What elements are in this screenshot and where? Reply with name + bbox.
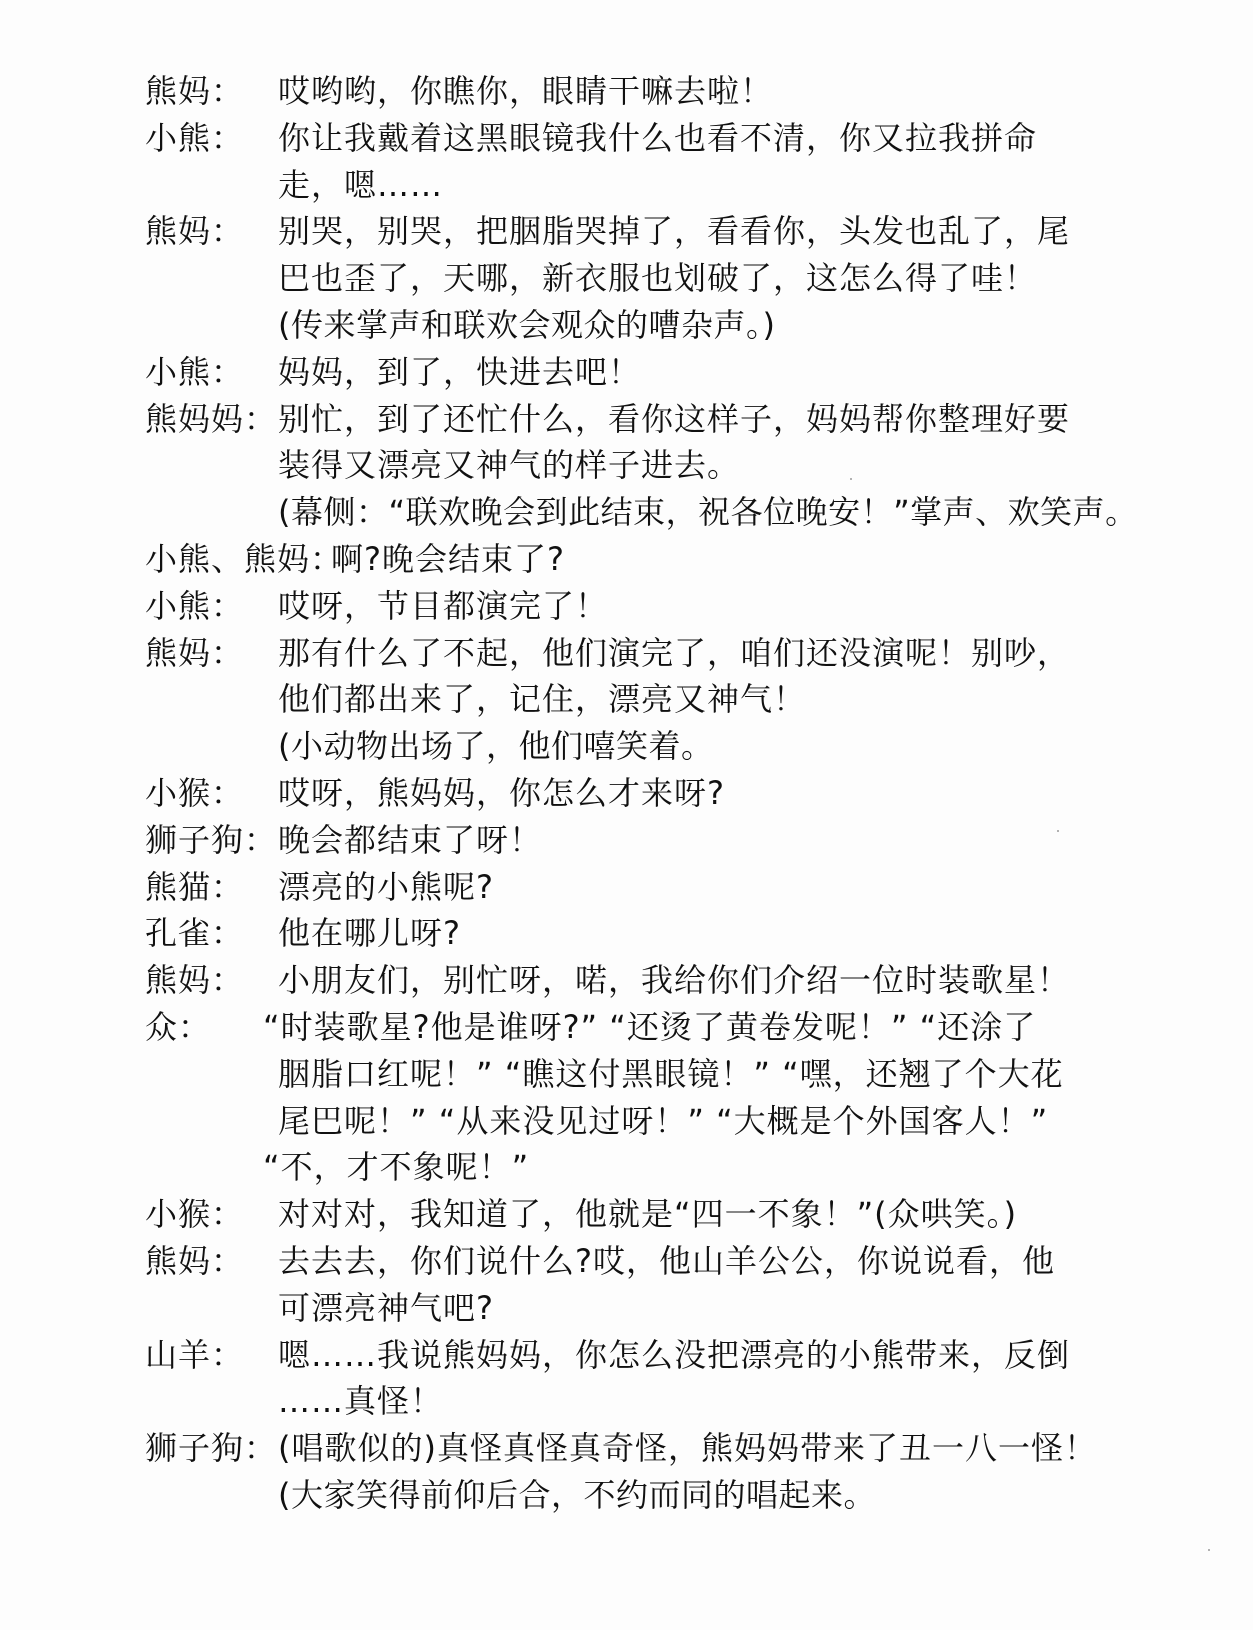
dialogue-line: “不，才不象呢！” [263, 1148, 530, 1187]
speaker-label: 小猴： [145, 1195, 245, 1234]
speaker-label: 山羊： [145, 1335, 245, 1374]
dialogue-entry [145, 583, 1105, 630]
dialogue-line: 啊?晚会结束了? [331, 539, 565, 578]
dialogue-line: 对对对，我知道了，他就是“四一不象！”(众哄笑。) [278, 1195, 1018, 1234]
scan-speck [1057, 830, 1059, 832]
dialogue-entry [145, 1191, 1105, 1238]
speaker-label: 熊妈： [145, 72, 245, 110]
dialogue-line: 可漂亮神气吧? [278, 1288, 494, 1327]
speaker-label: 孔雀： [145, 914, 245, 953]
dialogue-entry [145, 1425, 1105, 1519]
speaker-label: 小熊： [145, 586, 245, 625]
dialogue-line: 尾巴呢！” “从来没见过呀！” “大概是个外国客人！” [278, 1101, 1049, 1140]
dialogue-line: 胭脂口红呢！” “瞧这付黑眼镜！” “嘿，还翘了个大花 [278, 1054, 1064, 1093]
speaker-label: 熊妈妈： [145, 399, 278, 438]
dialogue-line: 小朋友们，别忙呀，喏，我给你们介绍一位时装歌星！ [278, 961, 1071, 1000]
stage-direction: (小动物出场了，他们嘻笑着。 [278, 727, 714, 766]
speaker-label: 熊猫： [145, 867, 245, 906]
speaker-label: 小熊： [145, 118, 245, 157]
dialogue-line: 他在哪儿呀? [278, 914, 461, 953]
dialogue-line: 漂亮的小熊呢? [278, 867, 494, 906]
dialogue-line: 走，嗯…… [278, 165, 444, 204]
stage-direction: (大家笑得前仰后合，不约而同的唱起来。 [278, 1475, 876, 1514]
dialogue-entry [145, 1332, 1105, 1426]
dialogue-line: 去去去，你们说什么?哎，他山羊公公，你说说看，他 [278, 1241, 1055, 1280]
dialogue-line: 哎哟哟，你瞧你，眼睛干嘛去啦！ [278, 72, 774, 110]
dialogue-line: 别哭，别哭，把胭脂哭掉了，看看你，头发也乱了，尾 [278, 212, 1071, 251]
speaker-label: 熊妈： [145, 961, 245, 1000]
stage-direction: (传来掌声和联欢会观众的嘈杂声。) [278, 305, 776, 344]
dialogue-entry [145, 864, 1105, 911]
dialogue-entry [145, 68, 1105, 115]
dialogue-line: 妈妈，到了，快进去吧！ [278, 352, 642, 391]
dialogue-entry [145, 396, 1138, 536]
speaker-label: 熊妈： [145, 1241, 245, 1280]
speaker-label: 熊妈： [145, 633, 245, 672]
dialogue-line: 他们都出来了，记住，漂亮又神气！ [278, 680, 807, 719]
speaker-label: 小猴： [145, 773, 245, 812]
dialogue-entry [145, 817, 1105, 864]
dialogue-entry [145, 770, 1105, 817]
play-script [145, 68, 1138, 1519]
dialogue-line: 晚会都结束了呀！ [278, 820, 543, 859]
dialogue-entry [145, 957, 1105, 1004]
dialogue-line: (唱歌似的)真怪真怪真奇怪，熊妈妈带来了丑一八一怪！ [278, 1429, 1097, 1468]
dialogue-line: 哎呀，熊妈妈，你怎么才来呀? [278, 773, 725, 812]
speaker-label: 小熊、熊妈： [145, 539, 344, 578]
dialogue-line: 你让我戴着这黑眼镜我什么也看不清，你又拉我拼命 [278, 118, 1038, 157]
stage-direction: (幕侧：“联欢晚会到此结束，祝各位晚安！”掌声、欢笑声。 [278, 493, 1138, 532]
dialogue-line: 哎呀，节目都演完了！ [278, 586, 609, 625]
dialogue-line: 嗯……我说熊妈妈，你怎么没把漂亮的小熊带来，反倒 [278, 1335, 1071, 1374]
dialogue-entry [145, 630, 1105, 770]
dialogue-line: “时装歌星?他是谁呀?” “还烫了黄卷发呢！” “还涂了 [263, 1007, 1037, 1046]
dialogue-entry [145, 208, 1105, 348]
dialogue-line: 巴也歪了，天哪，新衣服也划破了，这怎么得了哇！ [278, 259, 1038, 298]
dialogue-entry [145, 536, 1105, 583]
dialogue-entry [145, 115, 1105, 209]
scan-speck [1208, 1549, 1210, 1551]
dialogue-line: 别忙，到了还忙什么，看你这样子，妈妈帮你整理好要 [278, 399, 1071, 438]
dialogue-entry [145, 1004, 1105, 1191]
dialogue-line: 那有什么了不起，他们演完了，咱们还没演呢！别吵， [278, 633, 1071, 672]
dialogue-entry [145, 910, 1105, 957]
speaker-label: 狮子狗： [145, 1429, 278, 1468]
speaker-label: 熊妈： [145, 212, 245, 251]
speaker-label: 狮子狗： [145, 820, 278, 859]
dialogue-entry [145, 1238, 1105, 1332]
speaker-label: 小熊： [145, 352, 245, 391]
dialogue-line: ……真怪！ [278, 1382, 444, 1421]
scan-speck [850, 478, 852, 480]
dialogue-entry [145, 349, 1105, 396]
speaker-label: 众： [145, 1007, 212, 1046]
dialogue-line: 装得又漂亮又神气的样子进去。 [278, 446, 741, 485]
